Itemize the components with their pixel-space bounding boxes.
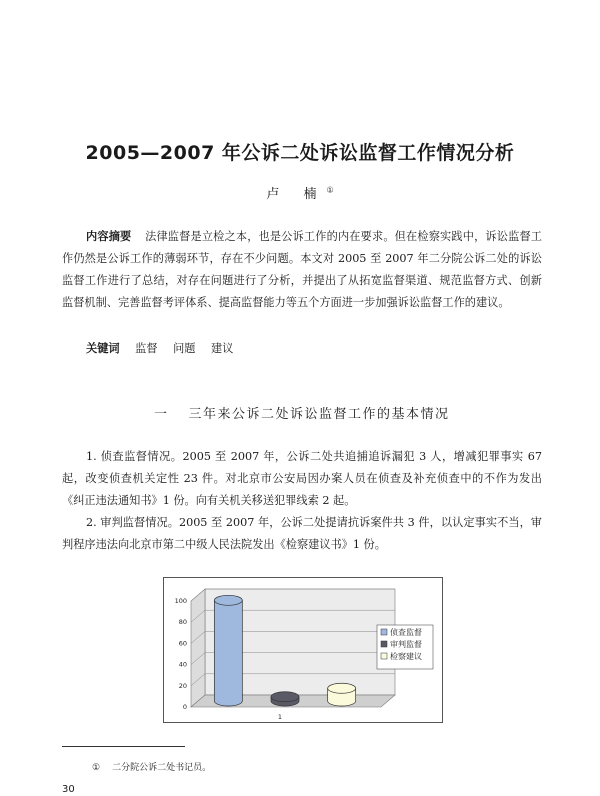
legend-swatch bbox=[381, 629, 387, 635]
legend-label: 检察建议 bbox=[390, 652, 422, 661]
bar bbox=[328, 683, 356, 706]
y-tick-label: 100 bbox=[174, 597, 187, 605]
paragraph: 1. 侦查监督情况。2005 至 2007 年，公诉二处共追捕追诉漏犯 3 人，增减犯罪事实 67 起，改变侦查机关定性 23 件。对北京市公安局因办案人员在侦查及补充侦查中的不作为发出《纠正违法通知书》1 份。向有关机关移送犯罪线索 2 起。 bbox=[62, 450, 542, 507]
bar bbox=[271, 692, 299, 706]
keyword: 建议 bbox=[211, 342, 234, 355]
page-number: 30 bbox=[62, 784, 75, 795]
footnote bbox=[92, 760, 211, 773]
legend-label: 侦查监督 bbox=[390, 628, 422, 637]
keyword: 监督 bbox=[135, 342, 158, 355]
bar bbox=[214, 595, 242, 706]
article-title: 2005—2007 年公诉二处诉讼监督工作情况分析 bbox=[85, 142, 515, 164]
keywords-label: 关键词 bbox=[86, 342, 120, 355]
y-tick-label: 80 bbox=[178, 618, 187, 627]
x-tick-label: 1 bbox=[277, 713, 283, 721]
footnote-text: 二分院公诉二处书记员。 bbox=[112, 763, 212, 773]
body-text bbox=[62, 446, 542, 556]
author-name: 卢 楠 bbox=[266, 187, 327, 202]
footnote-mark: ① bbox=[92, 763, 101, 773]
author-footnote-mark[interactable]: ① bbox=[326, 185, 334, 195]
y-tick-label: 0 bbox=[182, 703, 187, 711]
author-line bbox=[0, 183, 600, 202]
y-tick-label: 60 bbox=[178, 639, 187, 648]
paragraph: 2. 审判监督情况。2005 至 2007 年，公诉二处提请抗诉案件共 3 件，以认定事实不当，审判程序违法向北京市第二中级人民法院发出《检察建议书》1 份。 bbox=[62, 516, 542, 551]
abstract-label: 内容摘要 bbox=[86, 230, 132, 243]
section-heading bbox=[154, 403, 450, 422]
keywords bbox=[86, 340, 233, 356]
legend-label: 审判监督 bbox=[390, 640, 422, 649]
legend-swatch bbox=[381, 641, 387, 647]
section-number: 一 bbox=[154, 407, 169, 422]
section-title: 三年来公诉二处诉讼监督工作的基本情况 bbox=[188, 407, 450, 422]
chart-side-wall bbox=[191, 589, 205, 707]
keyword: 问题 bbox=[173, 342, 196, 355]
bar-chart bbox=[163, 577, 443, 723]
y-tick-label: 40 bbox=[178, 660, 187, 669]
footnote-divider bbox=[62, 746, 185, 747]
abstract bbox=[62, 226, 542, 314]
legend-swatch bbox=[381, 653, 387, 659]
abstract-text: 法律监督是立检之本，也是公诉工作的内在要求。但在检察实践中，诉讼监督工作仍然是公诉工作的薄弱环节，存在不少问题。本文对 2005 至 2007 年二分院公诉二处的诉讼监督工作进行了总结，对存在问题进行了分析，并提出了从拓宽监督渠道、规范监督方式、创新监督机制、完善监督考评体系、提高监督能力等五个方面进一步加强诉讼监督工作的建议。 bbox=[62, 230, 542, 309]
y-tick-label: 20 bbox=[178, 681, 187, 690]
